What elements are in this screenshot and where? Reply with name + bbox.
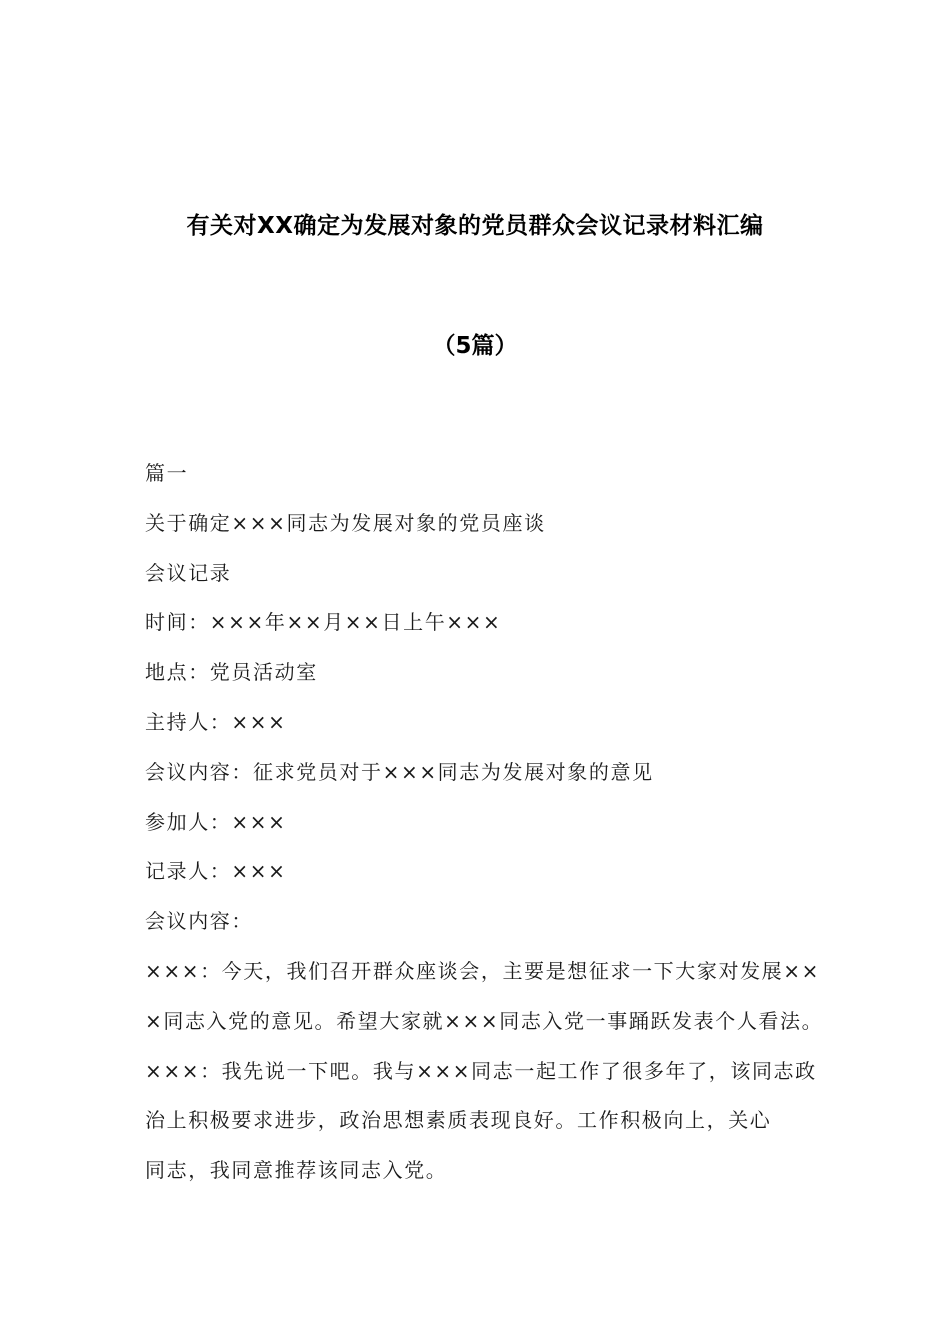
meeting-location: 地点：党员活动室 — [145, 660, 318, 685]
meeting-attendees: 参加人：××× — [145, 809, 287, 834]
document-body — [145, 449, 824, 1196]
document-title: 有关对XX确定为发展对象的党员群众会议记录材料汇编 — [186, 213, 764, 239]
body-paragraph: ×××：我先说一下吧。我与×××同志一起工作了很多年了，该同志政 — [145, 1058, 817, 1083]
meeting-host: 主持人：××× — [145, 709, 287, 734]
record-title-cont: 会议记录 — [145, 560, 232, 585]
body-paragraph: ×同志入党的意见。希望大家就×××同志入党一事踊跃发表个人看法。 — [145, 1008, 824, 1033]
meeting-content-label: 会议内容： — [145, 909, 253, 934]
body-paragraph: 治上积极要求进步，政治思想素质表现良好。工作积极向上，关心 — [145, 1108, 772, 1133]
body-paragraph: ×××：今天，我们召开群众座谈会，主要是想征求一下大家对发展×× — [145, 958, 820, 983]
body-paragraph: 同志，我同意推荐该同志入党。 — [145, 1158, 448, 1183]
meeting-topic: 会议内容：征求党员对于×××同志为发展对象的意见 — [145, 759, 654, 784]
meeting-time: 时间：×××年××月××日上午××× — [145, 610, 502, 635]
section-heading: 篇一 — [145, 461, 189, 485]
document-subtitle: （5篇） — [432, 333, 518, 359]
record-title: 关于确定×××同志为发展对象的党员座谈 — [145, 510, 546, 535]
meeting-recorder: 记录人：××× — [145, 859, 287, 884]
